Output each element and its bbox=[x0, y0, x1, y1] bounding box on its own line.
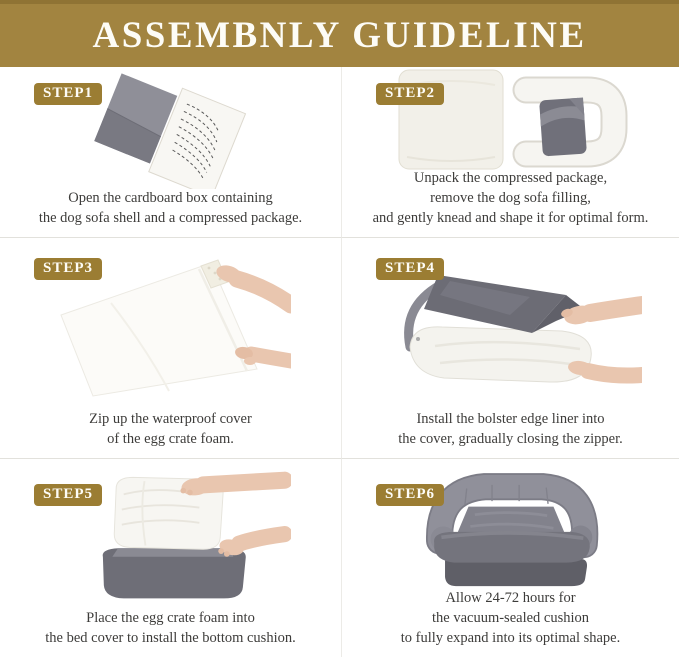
step2-caption: Unpack the compressed package, remove the dog sofa filling, and gently knead and shape it for optimal form. bbox=[372, 170, 649, 226]
header-banner bbox=[0, 0, 679, 67]
step5-caption: Place the egg crate foam into the bed cover to install the bottom cushion. bbox=[45, 610, 296, 646]
step1-badge: STEP1 bbox=[34, 83, 102, 105]
folded-cover-shape bbox=[539, 97, 587, 156]
step5-illustration bbox=[0, 459, 341, 608]
step2-panel bbox=[341, 67, 679, 237]
step4-panel bbox=[341, 237, 679, 458]
step3-panel bbox=[0, 237, 341, 458]
white-bolster-cushion bbox=[410, 326, 591, 381]
step4-badge: STEP4 bbox=[376, 258, 444, 280]
zipper-pull bbox=[416, 337, 420, 341]
step1-panel bbox=[0, 67, 341, 237]
step1-caption: Open the cardboard box containing the dog sofa shell and a compressed package. bbox=[38, 190, 303, 226]
step5-panel bbox=[0, 458, 341, 657]
step6-caption: Allow 24-72 hours for the vacuum-sealed cushion to fully expand into its optimal shape. bbox=[400, 590, 621, 646]
step2-badge: STEP2 bbox=[376, 83, 444, 105]
page-title: ASSEMBNLY GUIDELINE bbox=[92, 15, 587, 56]
step3-caption: Zip up the waterproof cover of the egg crate foam. bbox=[89, 411, 252, 447]
sofa-base bbox=[445, 558, 587, 585]
step6-panel bbox=[341, 458, 679, 657]
steps-grid bbox=[0, 67, 679, 657]
step5-badge: STEP5 bbox=[34, 484, 102, 506]
step4-caption: Install the bolster edge liner into the cover, gradually closing the zipper. bbox=[398, 411, 623, 447]
bed-cover-base bbox=[102, 548, 245, 598]
step6-badge: STEP6 bbox=[376, 484, 444, 506]
finished-sofa-graphic bbox=[386, 465, 636, 587]
step3-badge: STEP3 bbox=[34, 258, 102, 280]
box-contents-graphic bbox=[80, 71, 262, 189]
step6-illustration bbox=[342, 459, 679, 588]
gray-cover-flap bbox=[424, 275, 584, 333]
